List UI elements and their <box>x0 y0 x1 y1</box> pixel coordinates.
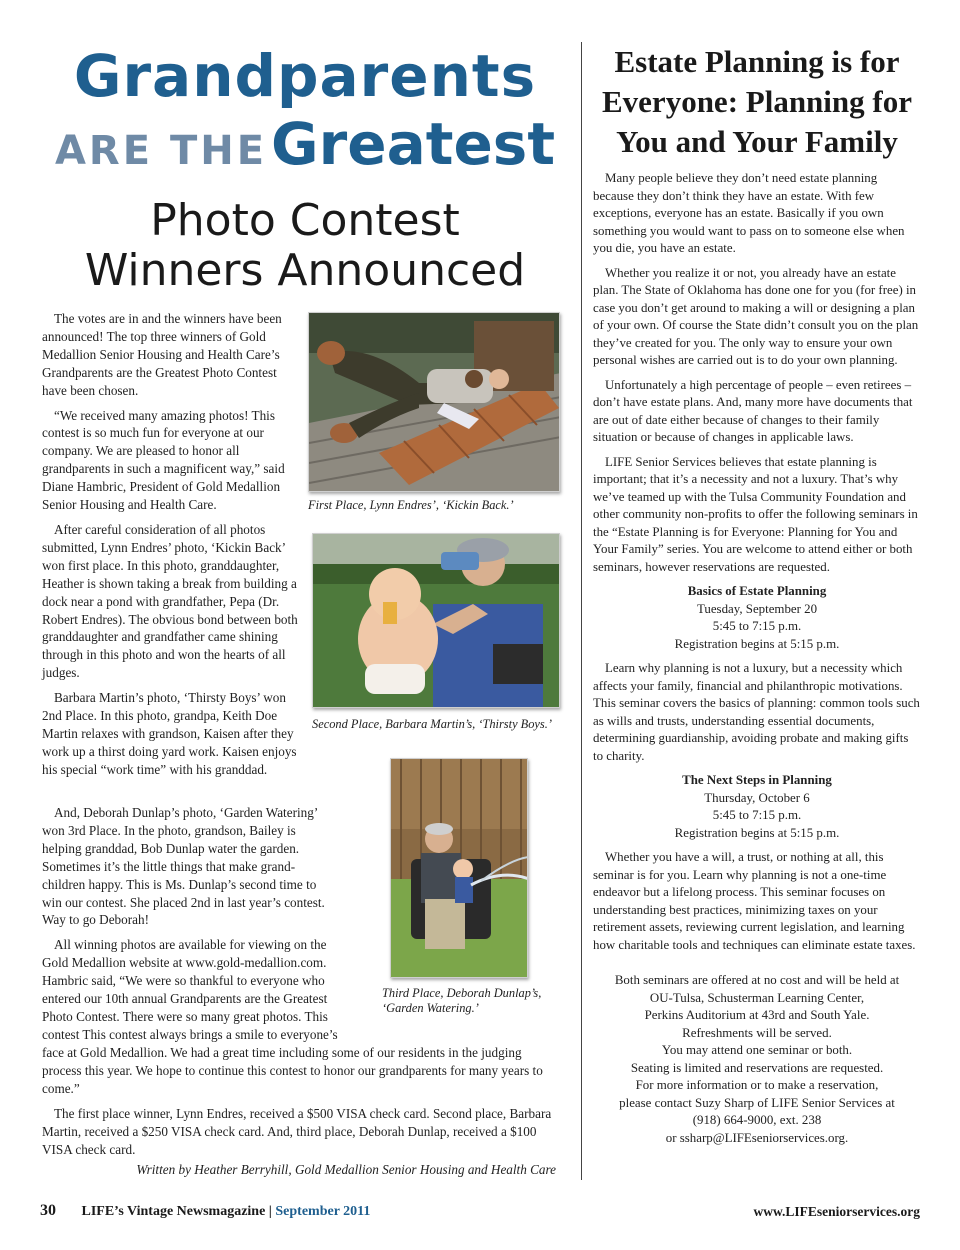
third-place-photo <box>390 758 528 978</box>
contact-email: or ssharp@LIFEseniorservices.org. <box>665 1130 849 1145</box>
seminar-title: The Next Steps in Planning <box>682 773 832 787</box>
third-place-caption: Third Place, Deborah Dunlap’s, ‘Garden Watering.’ <box>382 986 542 1015</box>
article-paragraph: Barbara Martin’s photo, ‘Thirsty Boys’ won 2nd Place. In this photo, grandpa, Keith Doe Martin relaxes with grandson, Kaisen after they work up a thirst doing yard work. Kaisen enjoys his special “work time” with his granddad. <box>42 690 297 777</box>
estate-paragraph: Learn why planning is not a luxury, but a necessity which affects your family, financial and philanthropic motivations. This seminar covers the basics of planning: common tools such as wills and trusts, understanding essential documents, determining guardianship, avoiding probate and making gifts to charity. <box>593 661 920 763</box>
article-column-mid <box>42 804 338 936</box>
seminar-detail-line: Both seminars are offered at no cost and will be held at <box>614 973 900 987</box>
article-byline: Written by Heather Berryhill, Gold Medallion Senior Housing and Health Care <box>136 1162 556 1177</box>
subheadline-line2: Winners Announced <box>84 245 526 296</box>
second-place-caption: Second Place, Barbara Martin’s, ‘Thirsty Boys.’ <box>312 717 552 731</box>
headline-grandparents: Grandparents <box>73 42 537 110</box>
contact-phone: (918) 664-9000, ext. 238 <box>692 1113 822 1127</box>
seminar-next-steps <box>593 772 921 842</box>
second-place-photo <box>312 533 560 708</box>
seminar-time: 5:45 to 7:15 p.m. <box>712 619 802 633</box>
seminar-detail-line: Refreshments will be served. <box>682 1025 832 1040</box>
seminar-registration: Registration begins at 5:15 p.m. <box>674 636 840 651</box>
article-column-lower <box>42 936 348 1050</box>
article-paragraph: After careful consideration of all photos submitted, Lynn Endres’ photo, ‘Kickin Back’ won first place. In this photo, granddaughter, Heather is shown taking a break from building a dock near a pond with grandfather, Pepa (Dr. Robert Endres). The obvious bond between both granddaughter and grandfather came shining through in this photo and won the hearts of all judges. <box>42 521 298 681</box>
estate-paragraph: Unfortunately a high percentage of people – even retirees – don’t have estate plans. And, many more have documents that are out of date either because of changes to their family situation or because of changes in applicable laws. <box>593 377 913 444</box>
seminar-detail-line: please contact Suzy Sharp of LIFE Senior Services at <box>619 1095 895 1110</box>
article-paragraph-continued: face at Gold Medallion. We had a great time including some of our residents in the judging process this year. We hope to continue this contest to honor our grandparents for many years to come.” <box>42 1045 543 1096</box>
page-footer <box>40 1202 920 1226</box>
seminar-date: Tuesday, September 20 <box>696 601 818 616</box>
estate-paragraph: Whether you realize it or not, you already have an estate plan. The State of Oklahoma has done one for you (for free) in case you don’t get around to making a will or designing a plan of your own. Of course the State didn’t consult you on the plan they’ve created for you. The only way to ensure your own personal wishes are carried out is to do your own planning. <box>593 265 919 367</box>
first-place-photo-image <box>309 313 560 492</box>
website-url: www.LIFEseniorservices.org <box>753 1204 920 1219</box>
headline-line2 <box>40 108 570 196</box>
headline-greatest: Greatest <box>271 110 556 178</box>
estate-paragraph: Many people believe they don’t need estate planning because they don’t think they have an estate. With few exceptions, everyone has an estate. Basically if you own something you would want to pass on to someone else when you die, you have an estate. <box>593 171 905 255</box>
issue-month: September 2011 <box>275 1204 371 1219</box>
first-place-caption: First Place, Lynn Endres’, ‘Kickin Back.’ <box>308 498 514 512</box>
estate-paragraph: LIFE Senior Services believes that estate planning is important; that it’s a necessity and not a luxury. That’s why we’ve teamed up with the Tulsa Community Foundation and other community non-profits to offer the following seminars in the “Estate Planning is for Everyone: Planning for You and Your Family” series. You are welcome to attend either or both seminars, however reservations are requested. <box>593 454 918 574</box>
subheadline <box>40 196 570 296</box>
article-column-bottom <box>42 1044 554 1165</box>
article-paragraph: The votes are in and the winners have been announced! The top three winners of Gold Medallion Senior Housing and Health Care’s Grandparents are the Greatest Photo Contest have been chosen. <box>42 311 282 398</box>
page-number: 30 <box>40 1202 56 1219</box>
estate-planning-title <box>590 42 924 162</box>
estate-title-line3: You and Your Family <box>616 124 898 159</box>
article-paragraph: “We received many amazing photos! This contest is so much fun for everyone at our company. We are pleased to honor all grandparents in such a magnificent way,” said Diane Hambric, President of Gold Medallion Senior Housing and Health Care. <box>42 407 285 513</box>
seminar-detail-line: For more information or to make a reservation, <box>635 1078 879 1092</box>
article-paragraph: All winning photos are available for viewing on the Gold Medallion website at www.gold-medallion.com. Hambric said, “We were so thankful to everyone who entered our 10th annual Grandparents are the Greatest Photo Contest. There were so many great photos. This contest This contest always brings a smile to everyone’s <box>42 937 338 1042</box>
seminar-detail-line: Seating is limited and reservations are requested. <box>630 1060 884 1075</box>
seminar-date: Thursday, October 6 <box>704 790 810 805</box>
second-place-photo-image <box>313 534 560 708</box>
seminar-detail-line: You may attend one seminar or both. <box>661 1043 853 1057</box>
seminar-time: 5:45 to 7:15 p.m. <box>712 808 802 822</box>
magazine-name: LIFE’s Vintage Newsmagazine | <box>81 1204 272 1219</box>
seminar-registration: Registration begins at 5:15 p.m. <box>674 825 840 840</box>
seminar-details <box>593 972 921 1147</box>
seminar-detail-line: Perkins Auditorium at 43rd and South Yale. <box>644 1008 870 1022</box>
seminar-basics <box>593 583 921 653</box>
headline-are-the: ARE THE <box>54 128 268 174</box>
seminar-detail-line: OU-Tulsa, Schusterman Learning Center, <box>649 990 865 1005</box>
estate-title-line2: Everyone: Planning for <box>602 84 912 119</box>
article-paragraph: The first place winner, Lynn Endres, received a $500 VISA check card. Second place, Barbara Martin, received a $250 VISA check card. And, third place, Deborah Dunlap, received a $100 VISA check card. <box>42 1105 552 1157</box>
seminar-title: Basics of Estate Planning <box>687 584 827 598</box>
article-column-top <box>42 310 300 786</box>
estate-title-line1: Estate Planning is for <box>614 44 900 79</box>
first-place-photo <box>308 312 560 492</box>
subheadline-line1: Photo Contest <box>150 195 460 246</box>
estate-planning-body <box>593 170 921 1147</box>
column-divider <box>581 42 582 1180</box>
estate-paragraph: Whether you have a will, a trust, or nothing at all, this seminar is for you. Learn why planning is not a one-time endeavor but a lifelong process. This seminar focuses on understanding best practices, minimizing taxes on your retirement assets, reviewing current legislation, and learning how charitable tools and techniques can eliminate estate taxes. <box>593 850 916 952</box>
third-place-photo-image <box>391 759 528 978</box>
article-paragraph: And, Deborah Dunlap’s photo, ‘Garden Watering’ won 3rd Place. In the photo, grandson, Bailey is helping granddad, Bob Dunlap water the garden. Sometimes it’s the little things that make grand-children happy. This is Ms. Dunlap’s second time to win our contest. She placed 2nd in last year’s contest. Way to go Deborah! <box>42 805 325 928</box>
